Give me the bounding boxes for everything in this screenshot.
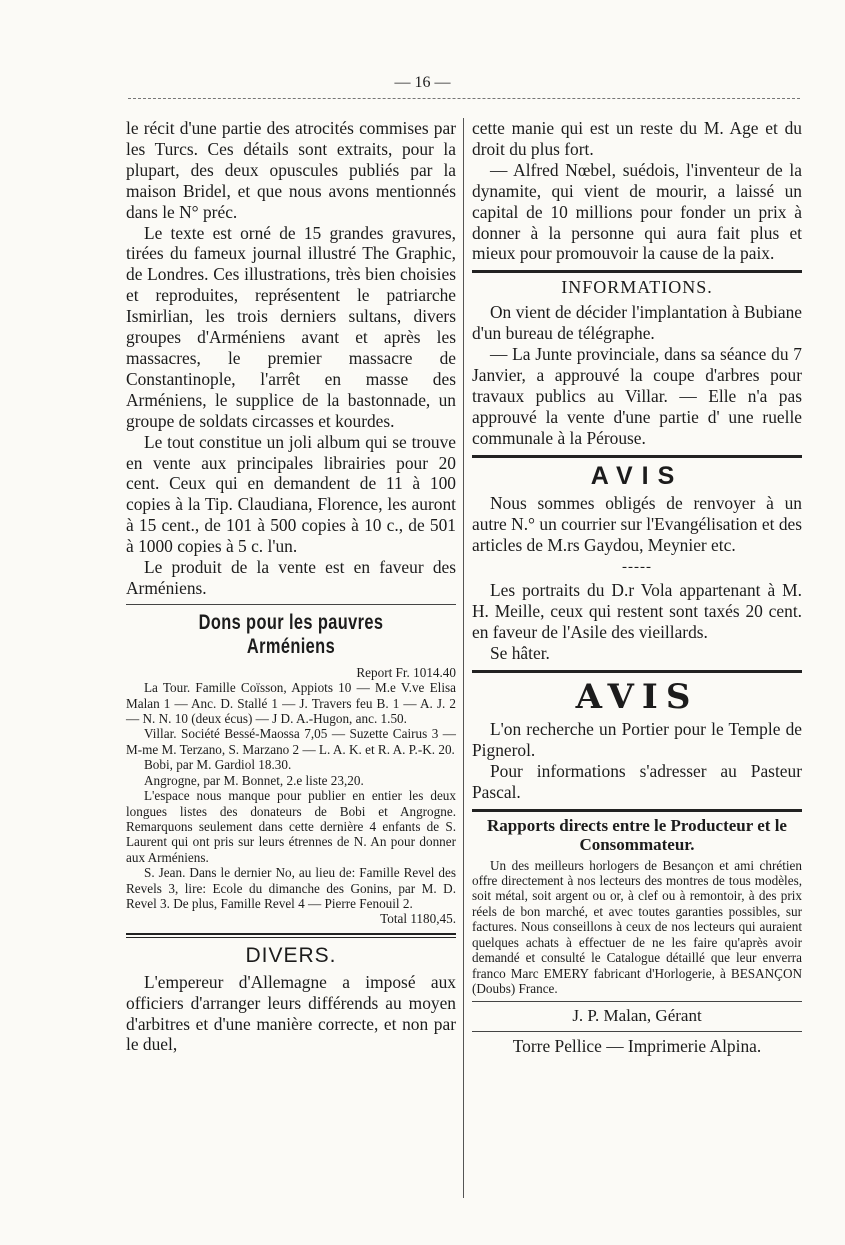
section-divider	[126, 604, 456, 605]
article-paragraph: L'empereur d'Allemagne a imposé aux officiers d'arranger leurs différends au moyen d'arbitres et d'une manière correcte, et non par le duel,	[126, 971, 456, 1055]
dons-total: Total 1180,45.	[380, 911, 456, 927]
dons-entry: Villar. Société Bessé-Maossa 7,05 — Suzette Cairus 3 — M-me M. Terzano, S. Marzano 2 — L. A. K. et R. A. P.-K. 20.	[126, 726, 456, 757]
section-divider	[126, 933, 456, 938]
section-divider	[472, 1031, 802, 1032]
dons-note: L'espace nous manque pour publier en entier les deux longues listes des donateurs de Bobi et Angrogne. Remarquons seulement dans cette dernière 4 enfants de S. Laurent qui ont pris sur leurs étrennes de N. An pour donner aux Arméniens.	[126, 788, 456, 865]
avis-paragraph: Les portraits du D.r Vola appartenant à M. H. Meille, ceux qui restent sont taxés 20 cent. en faveur de l'Asile des vieillards.	[472, 580, 802, 643]
right-column	[472, 118, 802, 1057]
info-paragraph: On vient de décider l'implantation à Bubiane d'un bureau de télégraphe.	[472, 302, 802, 344]
dons-correction: S. Jean. Dans le dernier No, au lieu de: Famille Revel des Revels 3, lire: Ecole du dimanche des Gonins, par M. D. Revel 3. De plus, Famille Revel 4 — Pierre Fenouil 2.	[126, 865, 456, 911]
informations-heading: INFORMATIONS.	[561, 277, 713, 298]
avis-paragraph: L'on recherche un Portier pour le Temple de Pignerol.	[472, 719, 802, 760]
page-number: — 16 —	[394, 74, 451, 91]
gerant-line: J. P. Malan, Gérant	[572, 1006, 702, 1026]
dons-report: Report Fr. 1014.40	[356, 664, 456, 680]
advert-paragraph: Un des meilleurs horlogers de Besançon et ami chrétien offre directement à nos lecteurs des montres de tous modèles, soit métal, soit argent ou or, à clef ou à remontoir, à des prix réels de bon marché, et avec toutes garanties possibles, sur factures. Nous conseillons à ceux de nos lecteurs qui auraient quelques achats à effectuer de ne les faire qu'après avoir demandé et consulté le Catalogue détaillé que leur enverra franco Marc EMERY fabricant d'Horlogerie, à BESANÇON (Doubs) France.	[472, 857, 802, 996]
section-divider	[472, 809, 802, 812]
rapports-heading: Rapports directs entre le Producteur et le Consommateur.	[487, 815, 787, 854]
dons-entry: Angrogne, par M. Bonnet, 2.e liste 23,20.	[144, 772, 364, 788]
divers-heading: DIVERS.	[245, 943, 337, 967]
column-divider	[463, 118, 464, 1198]
dons-list	[126, 665, 456, 927]
article-paragraph: cette manie qui est un reste du M. Age et du droit du plus fort.	[472, 118, 802, 159]
dons-entry: La Tour. Famille Coïsson, Appiots 10 — M.e V.ve Elisa Malan 1 — Anc. D. Stallé 1 — J. Travers feu B. 1 — A. J. 2 — N. N. 10 (deux écus) — J D. A.-Hugon, anc. 1.50.	[126, 680, 456, 727]
info-paragraph: — La Junte provinciale, dans sa séance du 7 Janvier, a approuvé la coupe d'arbres pour travaux publics au Villar. — Elle n'a pas approuvé la vente d'une partie d' une ruelle communale à la Pérouse.	[472, 344, 802, 448]
section-divider	[472, 670, 802, 673]
dons-heading: Dons pour les pauvres Arméniens	[198, 610, 384, 658]
article-paragraph: Le tout constitue un joli album qui se trouve en vente aux principales librairies pour 20 cent. Ceux qui en demandent de 11 à 100 copies à la Tip. Claudiana, Florence, les auront à 15 cent., de 101 à 500 copies à 10 c., de 501 à 1000 copies à 5 c. l'un.	[126, 431, 456, 557]
section-divider	[472, 1001, 802, 1002]
section-divider	[472, 270, 802, 273]
avis-paragraph: Se hâter.	[490, 643, 550, 664]
avis-paragraph: Pour informations s'adresser au Pasteur Pascal.	[472, 760, 802, 802]
avis-heading: AVIS	[590, 461, 684, 490]
dash-separator: -----	[622, 559, 652, 576]
article-paragraph: — Alfred Nœbel, suédois, l'inventeur de la dynamite, qui vient de mourir, a laissé un capital de 10 millions pour fonder un prix à donner à la personne qui aura fait plus et mieux pour promouvoir la cause de la paix.	[472, 159, 802, 264]
top-divider	[128, 98, 800, 99]
article-paragraph: Le produit de la vente est en faveur des Arméniens.	[126, 557, 456, 598]
article-paragraph: le récit d'une partie des atrocités commises par les Turcs. Ces détails sont extraits, pour la plupart, des deux opuscules publiés par la maison Bridel, et que nous avons mentionnés dans le N° préc.	[126, 118, 456, 222]
imprint-line: Torre Pellice — Imprimerie Alpina.	[512, 1036, 762, 1057]
dons-entry: Bobi, par M. Gardiol 18.30.	[144, 757, 292, 773]
left-column	[126, 118, 456, 1055]
section-divider	[472, 455, 802, 458]
article-paragraph: Le texte est orné de 15 grandes gravures, tirées du fameux journal illustré The Graphic, de Londres. Ces illustrations, très bien choisies et reproduites, représentent le patriarche Ismirlian, les trois derniers sultans, divers groupes d'Arméniens avant et après les massacres, le premier massacre de Constantinople, l'arrêt en masse des Arméniens, le supplice de la bastonnade, un groupe de soldats circasses et kourdes.	[126, 222, 456, 431]
avis-heading-decorative: AVIS	[575, 677, 699, 718]
avis-paragraph: Nous sommes obligés de renvoyer à un autre N.° un courrier sur l'Evangélisation et des articles de M.rs Gaydou, Meynier etc.	[472, 492, 802, 555]
